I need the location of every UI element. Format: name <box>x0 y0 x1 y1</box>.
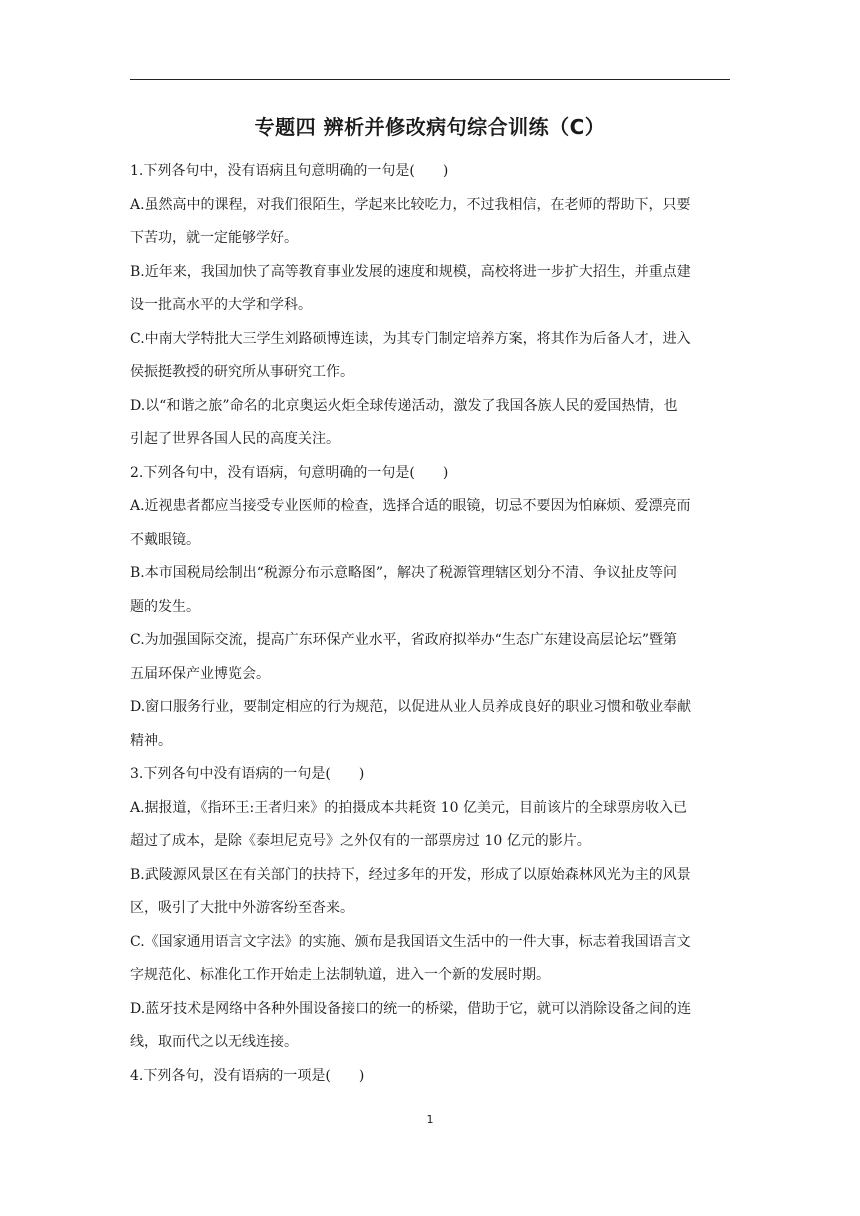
text-line: 1.下列各句中，没有语病且句意明确的一句是( ) <box>130 163 449 179</box>
text-line: A.据报道，《指环王:王者归来》的拍摄成本共耗资 10 亿美元，目前该片的全球票房收入已 <box>130 799 687 816</box>
page-title: 专题四 辨析并修改病句综合训练（C） <box>254 115 606 139</box>
text-line: 4.下列各句，没有语病的一项是( ) <box>130 1067 365 1084</box>
text-line: 区，吸引了大批中外游客纷至沓来。 <box>130 900 354 916</box>
text-line: B.本市国税局绘制出“税源分布示意略图”，解决了税源管理辖区划分不清、争议扯皮等问 <box>130 565 678 581</box>
text-line: 设一批高水平的大学和学科。 <box>130 297 312 313</box>
text-line: A.虽然高中的课程，对我们很陌生，学起来比较吃力，不过我相信，在老师的帮助下，只要 <box>130 196 691 213</box>
text-line: D.窗口服务行业，要制定相应的行为规范，以促进从业人员养成良好的职业习惯和敬业奉献 <box>130 699 692 715</box>
text-line: B.武陵源风景区在有关部门的扶持下，经过多年的开发，形成了以原始森林风光为主的风景 <box>130 866 691 883</box>
text-line: 精神。 <box>130 732 172 749</box>
text-line: 五届环保产业博览会。 <box>130 665 270 682</box>
header-rule <box>130 79 730 80</box>
text-line: 超过了成本，是除《泰坦尼克号》之外仅有的一部票房过 10 亿元的影片。 <box>130 833 591 849</box>
page-number: 1 <box>426 1113 434 1126</box>
text-line: C.《国家通用语言文字法》的实施、颁布是我国语文生活中的一件大事，标志着我国语言文 <box>130 933 691 950</box>
text-line: C.中南大学特批大三学生刘路硕博连读，为其专门制定培养方案，将其作为后备人才，进入 <box>130 330 691 347</box>
text-line: 不戴眼镜。 <box>130 531 200 548</box>
text-line: B.近年来，我国加快了高等教育事业发展的速度和规模，高校将进一步扩大招生，并重点建 <box>130 263 691 280</box>
text-line: 字规范化、标准化工作开始走上法制轨道，进入一个新的发展时期。 <box>130 967 550 983</box>
text-line: D.蓝牙技术是网络中各种外围设备接口的统一的桥梁，借助于它，就可以消除设备之间的连 <box>130 1000 692 1017</box>
text-line: C.为加强国际交流，提高广东环保产业水平，省政府拟举办“生态广东建设高层论坛”暨第 <box>130 632 677 648</box>
text-line: 下苦功，就一定能够学好。 <box>130 230 298 246</box>
text-line: D.以“和谐之旅”命名的北京奥运火炬全球传递活动，激发了我国各族人民的爱国热情，也 <box>130 397 678 414</box>
text-line: 2.下列各句中，没有语病，句意明确的一句是( ) <box>130 464 449 481</box>
text-line: 3.下列各句中没有语病的一句是( ) <box>130 766 365 782</box>
text-line: 侯振挺教授的研究所从事研究工作。 <box>130 364 354 380</box>
text-line: 线，取而代之以无线连接。 <box>130 1034 298 1050</box>
text-line: A.近视患者都应当接受专业医师的检查，选择合适的眼镜，切忌不要因为怕麻烦、爱漂亮而 <box>130 498 691 514</box>
text-line: 引起了世界各国人民的高度关注。 <box>130 431 340 447</box>
document-body <box>130 155 730 1093</box>
text-line: 题的发生。 <box>130 598 200 615</box>
